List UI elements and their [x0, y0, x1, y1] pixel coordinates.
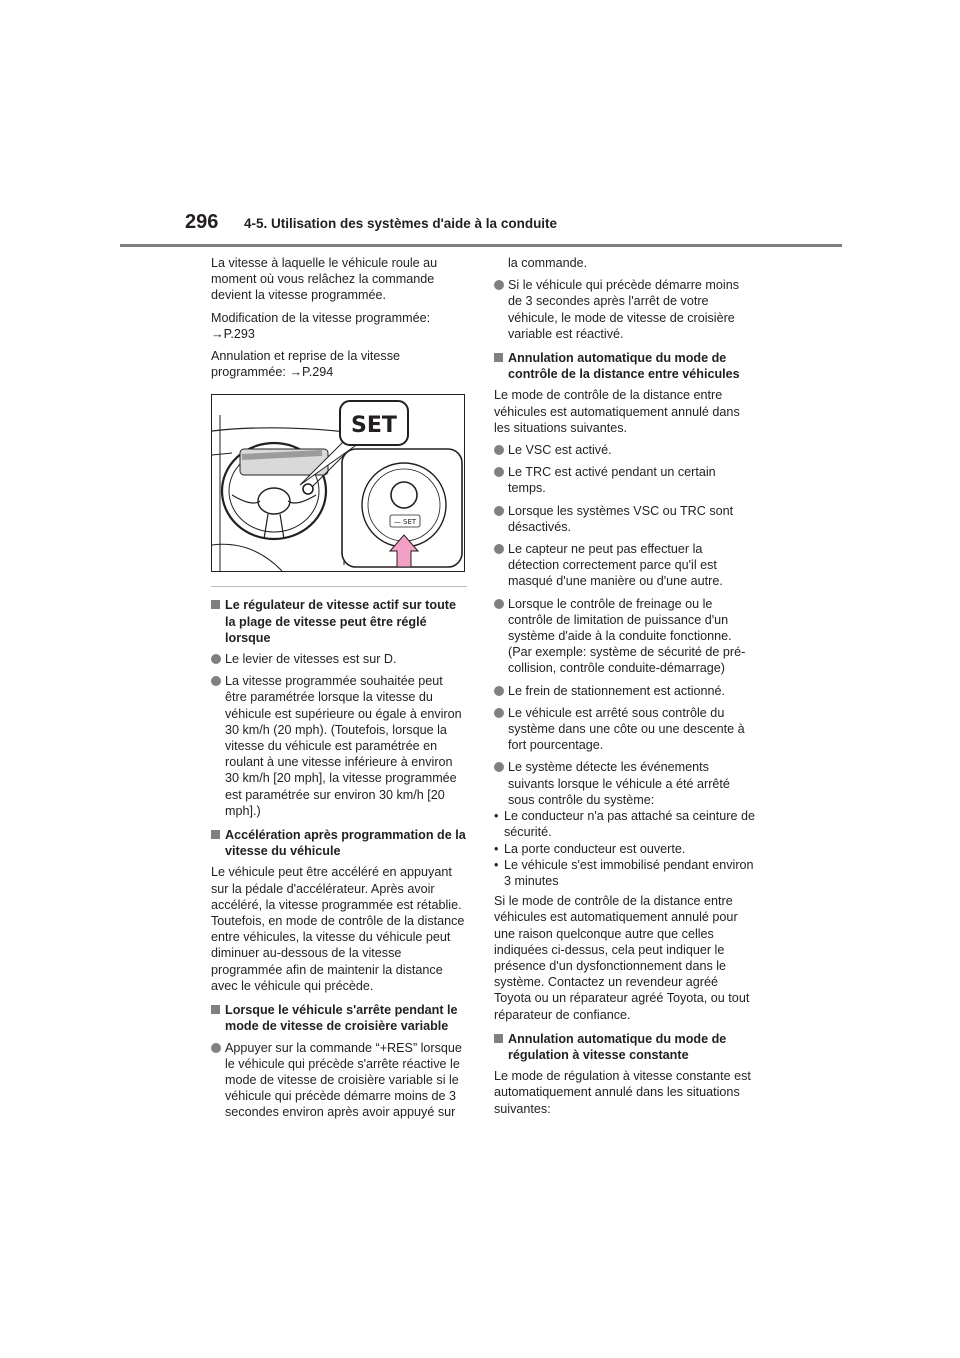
sub-list: [494, 808, 756, 889]
dysfonctionnement-paragraph: Si le mode de contrôle de la distance entre véhicules est automatiquement annulé pour une raison quelconque autre que celles indiquées ci-dessus, cela peut indiquer le présence d'un dysfonctionnement dans le système. Contactez un revendeur agréé Toyota ou un réparateur agréé Toyota, ou tout réparateur de confiance.: [494, 894, 750, 1022]
bullet-dot-icon: [494, 686, 504, 696]
list-item: Lorsque les systèmes VSC ou TRC sont désactivés.: [494, 503, 756, 535]
heading-square-icon: [494, 1034, 503, 1043]
heading-arret-vehicule: Lorsque le véhicule s'arrête pendant le mode de vitesse de croisière variable: [211, 1002, 467, 1034]
sub-list-item: • La porte conducteur est ouverte.: [494, 841, 686, 856]
bullet-dot-icon: [494, 506, 504, 516]
list-item: Le TRC est activé pendant un certain temps.: [494, 464, 756, 496]
heading-square-icon: [211, 1005, 220, 1014]
bullet-dot-icon: [211, 676, 221, 686]
heading-square-icon: [211, 830, 220, 839]
heading-plage-vitesse: Le régulateur de vitesse actif sur toute la plage de vitesse peut être réglé lorsque: [211, 597, 467, 646]
bullet-dot-icon: [211, 654, 221, 664]
list-item: Le levier de vitesses est sur D.: [211, 651, 467, 667]
list-item: Si le véhicule qui précède démarre moins de 3 secondes après l'arrêt de votre véhicule, le mode de vitesse de croisière variable est réactivé.: [494, 277, 756, 342]
header-rule: [120, 244, 842, 247]
bullet-dot-icon: [494, 280, 504, 290]
list-item: Le capteur ne peut pas effectuer la détection correctement parce qu'il est masqué d'une manière ou d'une autre.: [494, 541, 756, 590]
intro-paragraph: La vitesse à laquelle le véhicule roule au moment où vous relâchez la commande devient la vitesse programmée.: [211, 256, 438, 303]
figure-wrap: [211, 394, 467, 587]
heading-acceleration: Accélération après programmation de la vitesse du véhicule: [211, 827, 467, 859]
annulation-constante-intro: Le mode de régulation à vitesse constante est automatiquement annulé dans les situations suivantes:: [494, 1069, 751, 1116]
heading-square-icon: [494, 353, 503, 362]
figure-separator: [211, 586, 467, 587]
section-title: 4-5. Utilisation des systèmes d'aide à la conduite: [244, 216, 558, 231]
set-small-label: — SET: [393, 518, 417, 527]
crossref-modification: Modification de la vitesse programmée: →P.293: [211, 310, 431, 341]
bullet-dot-icon: [494, 599, 504, 609]
list-item: Le système détecte les événements suivants lorsque le véhicule a été arrêté sous contrôle du système:: [494, 759, 756, 808]
bullet-dot-icon: [211, 1043, 221, 1053]
right-column: [494, 255, 756, 1123]
sub-list-item: • Le conducteur n'a pas attaché sa ceinture de sécurité.: [494, 809, 755, 840]
acceleration-paragraph: Le véhicule peut être accéléré en appuyant sur la pédale d'accélérateur. Après avoir accéléré, la vitesse programmée est rétablie. Toutefois, en mode de contrôle de la distance entre véhicules, la vitesse du véhicule peut diminuer au-dessous de la vitesse programmée afin de maintenir la distance avec le véhicule qui précède.: [211, 865, 465, 993]
list-item: Le véhicule est arrêté sous contrôle du système dans une côte ou une descente à fort pourcentage.: [494, 705, 756, 754]
bullet-dot-icon: [494, 467, 504, 477]
steering-wheel-illustration: [211, 394, 465, 572]
left-column: [211, 255, 467, 1127]
heading-square-icon: [211, 600, 220, 609]
bullet-dot-icon: [494, 708, 504, 718]
set-button-label: SET: [351, 413, 397, 439]
heading-annulation-distance: Annulation automatique du mode de contrôle de la distance entre véhicules: [494, 350, 756, 382]
bullet-dot-icon: [494, 445, 504, 455]
crossref-annulation: Annulation et reprise de la vitesse programmée: →P.294: [211, 349, 401, 380]
continued-text: la commande.: [508, 256, 588, 270]
steering-wheel-drawing: [212, 395, 464, 571]
sub-list-item: • Le véhicule s'est immobilisé pendant environ 3 minutes: [494, 857, 754, 888]
page-number: 296: [185, 211, 219, 233]
list-item: Lorsque le contrôle de freinage ou le contrôle de limitation de puissance d'un système d'aide à la conduite fonctionne. (Par exemple: système de sécurité de pré-collision, contrôle conduite-démarrage): [494, 596, 756, 677]
bullet-dot-icon: [494, 544, 504, 554]
list-item: Le frein de stationnement est actionné.: [494, 683, 756, 699]
annulation-distance-intro: Le mode de contrôle de la distance entre véhicules est automatiquement annulé dans les situations suivantes.: [494, 388, 740, 435]
bullet-dot-icon: [494, 762, 504, 772]
list-item: Appuyer sur la commande “+RES” lorsque le véhicule qui précède s'arrête réactive le mode de vitesse de croisière variable si le véhicule qui précède démarre moins de 3 secondes environ après avoir appuyé sur: [211, 1040, 467, 1121]
heading-annulation-constante: Annulation automatique du mode de régulation à vitesse constante: [494, 1031, 756, 1063]
list-item: Le VSC est activé.: [494, 442, 756, 458]
list-item: La vitesse programmée souhaitée peut être paramétrée lorsque la vitesse du véhicule est supérieure ou égale à environ 30 km/h (20 mph). (Toutefois, lorsque la vitesse du véhicule est paramétrée en roulant à une vitesse inférieure à environ 30 km/h [20 mph], la vitesse programmée est paramétrée sur environ 30 km/h [20 mph].): [211, 673, 467, 819]
